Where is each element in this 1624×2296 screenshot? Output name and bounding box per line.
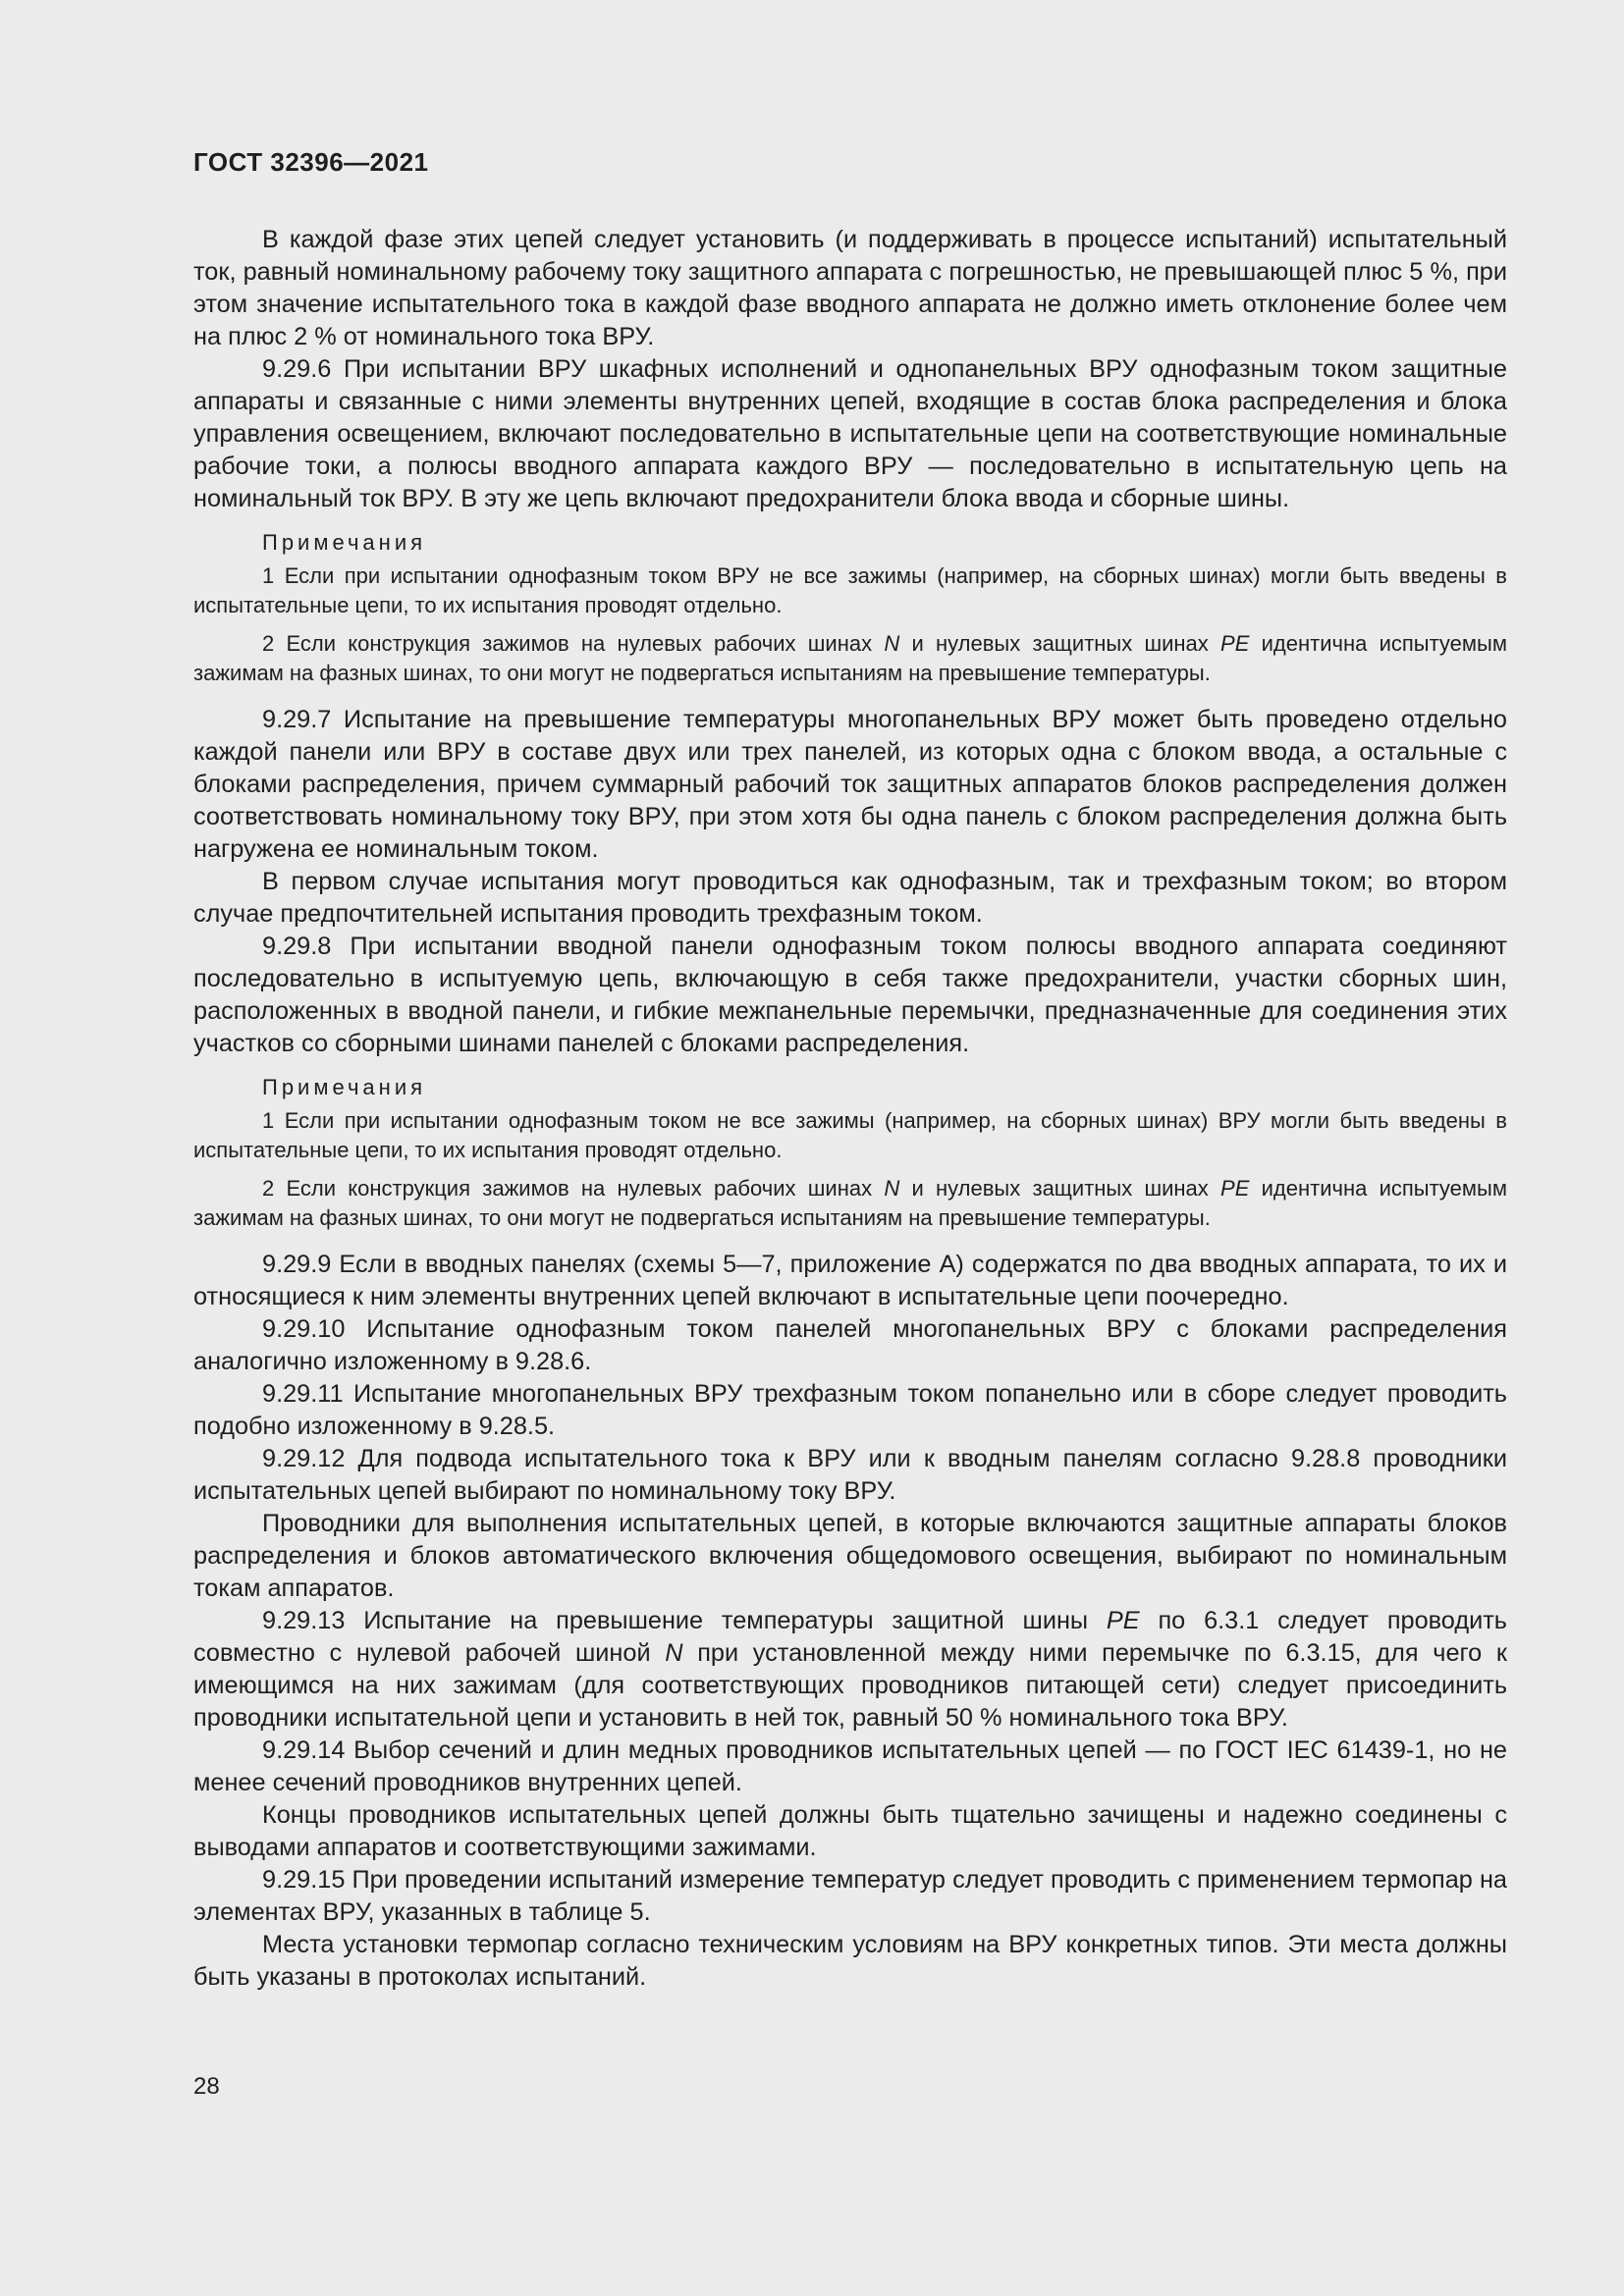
paragraph-9-29-9: 9.29.9 Если в вводных панелях (схемы 5—7, приложение А) содержатся по два вводных аппарата, то их и относящиеся к ним элементы внутренних цепей включают в испытательные цепи поочередно.: [193, 1251, 1507, 1310]
note-symbol-pe: PE: [1220, 1176, 1250, 1201]
note-item: 1 Если при испытании однофазным током не все зажимы (например, на сборных шинах) ВРУ могли быть введены в испытательные цепи, то их испытания проводят отдельно.: [193, 1108, 1507, 1162]
paragraph-9-29-8: 9.29.8 При испытании вводной панели однофазным током полюсы вводного аппарата соединяют последовательно в испытуемую цепь, включающую в себя также предохранители, участки сборных шин, расположенных в вводной панели, и гибкие межпанельные перемычки, предназначенные для соединения этих участков со сборными шинами панелей с блоками распределения.: [193, 933, 1507, 1057]
symbol-pe: PE: [1106, 1607, 1140, 1634]
paragraph: Концы проводников испытательных цепей должны быть тщательно зачищены и надежно соединены с выводами аппаратов и соответствующими зажимами.: [193, 1801, 1507, 1861]
paragraph-9-29-13: [193, 1605, 1507, 1735]
symbol-n: N: [665, 1639, 683, 1667]
paragraph-9-29-11: 9.29.11 Испытание многопанельных ВРУ трехфазным током попанельно или в сборе следует проводить подобно изложенному в 9.28.5.: [193, 1380, 1507, 1440]
note-symbol-n: N: [884, 631, 900, 656]
paragraph: В первом случае испытания могут проводиться как однофазным, так и трехфазным током; во втором случае предпочтительней испытания проводить трехфазным током.: [193, 868, 1507, 928]
paragraph-9-29-10: 9.29.10 Испытание однофазным током панелей многопанельных ВРУ с блоками распределения аналогично изложенному в 9.28.6.: [193, 1315, 1507, 1375]
note-text: идентична испытуемым зажимам на фазных шинах, то они могут не подвергаться испытаниям на превышение температуры.: [193, 1176, 1507, 1230]
document-header: ГОСТ 32396—2021: [193, 147, 429, 177]
note-item: 1 Если при испытании однофазным током ВРУ не все зажимы (например, на сборных шинах) могли быть введены в испытательные цепи, то их испытания проводят отдельно.: [193, 563, 1507, 617]
paragraph-9-29-15: 9.29.15 При проведении испытаний измерение температур следует проводить с применением термопар на элементах ВРУ, указанных в таблице 5.: [193, 1866, 1507, 1926]
page-number: 28: [193, 2073, 220, 2100]
note-text: 2 Если конструкция зажимов на нулевых рабочих шинах: [262, 631, 885, 656]
paragraph-9-29-6: 9.29.6 При испытании ВРУ шкафных исполнений и однопанельных ВРУ однофазным током защитные аппараты и связанные с ними элементы внутренних цепей, входящие в состав блока распределения и блока управления освещением, включают последовательно в испытательные цепи на соответствующие номинальные рабочие токи, а полюсы вводного аппарата каждого ВРУ — последовательно в испытательную цепь на номинальный ток ВРУ. В эту же цепь включают предохранители блока ввода и сборные шины.: [193, 355, 1507, 512]
document-body: [193, 224, 1507, 1994]
note-text: и нулевых защитных шинах: [899, 1176, 1221, 1201]
paragraph: Проводники для выполнения испытательных цепей, в которые включаются защитные аппараты блоков распределения и блоков автоматического включения общедомового освещения, выбирают по номинальным токам аппаратов.: [193, 1510, 1507, 1602]
paragraph-text: по 6.3.1 следует проводить совместно с нулевой рабочей шиной: [193, 1607, 1507, 1667]
paragraph-text: при установленной между ними перемычке по 6.3.15, для чего к имеющимся на них зажимам (для соответствующих проводников питающей сети) следует присоединить проводники испытательной цепи и установить в ней ток, равный 50 % номинального тока ВРУ.: [193, 1639, 1507, 1732]
paragraph: В каждой фазе этих цепей следует установить (и поддерживать в процессе испытаний) испытательный ток, равный номинальному рабочему току защитного аппарата с погрешностью, не превышающей плюс 5 %, при этом значение испытательного тока в каждой фазе вводного аппарата не должно иметь отклонение более чем на плюс 2 % от номинального тока ВРУ.: [193, 226, 1507, 350]
note-symbol-n: N: [884, 1176, 900, 1201]
paragraph-9-29-7: 9.29.7 Испытание на превышение температуры многопанельных ВРУ может быть проведено отдельно каждой панели или ВРУ в составе двух или трех панелей, из которых одна с блоком ввода, а остальные с блоками распределения, причем суммарный рабочий ток защитных аппаратов блоков распределения должен соответствовать номинальному току ВРУ, при этом хотя бы одна панель с блоком распределения должна быть нагружена ее номинальным током.: [193, 706, 1507, 863]
note-text: идентична испытуемым зажимам на фазных шинах, то они могут не подвергаться испытаниям на превышение температуры.: [193, 631, 1507, 685]
paragraph: Места установки термопар согласно техническим условиям на ВРУ конкретных типов. Эти места должны быть указаны в протоколах испытаний.: [193, 1931, 1507, 1991]
paragraph-9-29-14: 9.29.14 Выбор сечений и длин медных проводников испытательных цепей — по ГОСТ IEC 61439-1, но не менее сечений проводников внутренних цепей.: [193, 1736, 1507, 1796]
note-text: и нулевых защитных шинах: [899, 631, 1221, 656]
note-item: [193, 1174, 1507, 1233]
note-symbol-pe: PE: [1220, 631, 1250, 656]
paragraph-text: 9.29.13 Испытание на превышение температуры защитной шины: [262, 1607, 1107, 1634]
note-item: [193, 629, 1507, 688]
paragraph-9-29-12: 9.29.12 Для подвода испытательного тока к ВРУ или к вводным панелям согласно 9.28.8 проводники испытательных цепей выбирают по номинальному току ВРУ.: [193, 1445, 1507, 1505]
notes-heading: Примечания: [262, 530, 427, 555]
notes-heading: Примечания: [262, 1075, 427, 1099]
note-text: 2 Если конструкция зажимов на нулевых рабочих шинах: [262, 1176, 885, 1201]
